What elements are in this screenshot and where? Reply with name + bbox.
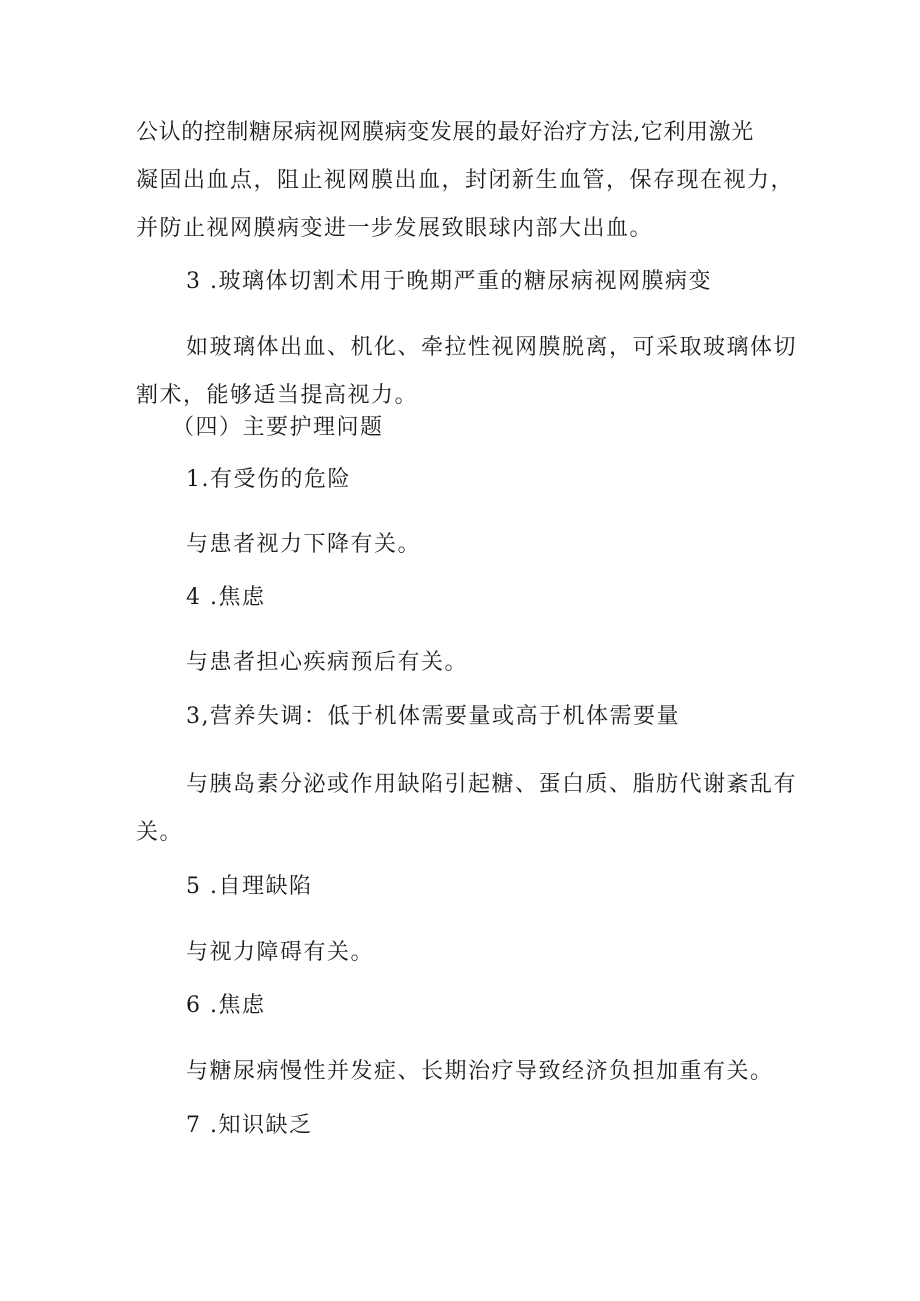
paragraph-line: 割术，能够适当提高视力。 xyxy=(136,383,419,408)
paragraph-line: 与胰岛素分泌或作用缺陷引起糖、蛋白质、脂肪代谢紊乱有 xyxy=(186,772,798,797)
list-heading: 4 .焦虑 xyxy=(186,585,266,610)
section-heading: （四）主要护理问题 xyxy=(172,415,384,440)
paragraph-line: 公认的控制糖尿病视网膜病变发展的最好治疗方法,它利用激光 xyxy=(136,120,754,145)
list-heading: 6 .焦虑 xyxy=(186,993,266,1018)
paragraph-line: 与视力障碍有关。 xyxy=(186,940,375,965)
paragraph-line: 与患者担心疾病预后有关。 xyxy=(186,650,469,675)
paragraph-line: 与糖尿病慢性并发症、长期治疗导致经济负担加重有关。 xyxy=(186,1059,774,1084)
paragraph-line: 并防止视网膜病变进一步发展致眼球内部大出血。 xyxy=(136,216,654,241)
paragraph-line: 关。 xyxy=(136,820,184,845)
paragraph-line: 与患者视力下降有关。 xyxy=(186,532,422,557)
list-heading: 7 .知识缺乏 xyxy=(186,1113,313,1138)
paragraph-line: 凝固出血点，阻止视网膜出血，封闭新生血管，保存现在视力， xyxy=(136,168,795,193)
list-heading: 3,营养失调：低于机体需要量或高于机体需要量 xyxy=(186,704,680,729)
section-heading: 3 .玻璃体切割术用于晚期严重的糖尿病视网膜病变 xyxy=(186,269,712,294)
paragraph-line: 如玻璃体出血、机化、牵拉性视网膜脱离，可采取玻璃体切 xyxy=(186,335,798,360)
list-heading: 1.有受伤的危险 xyxy=(186,467,351,492)
list-heading: 5 .自理缺陷 xyxy=(186,874,313,899)
